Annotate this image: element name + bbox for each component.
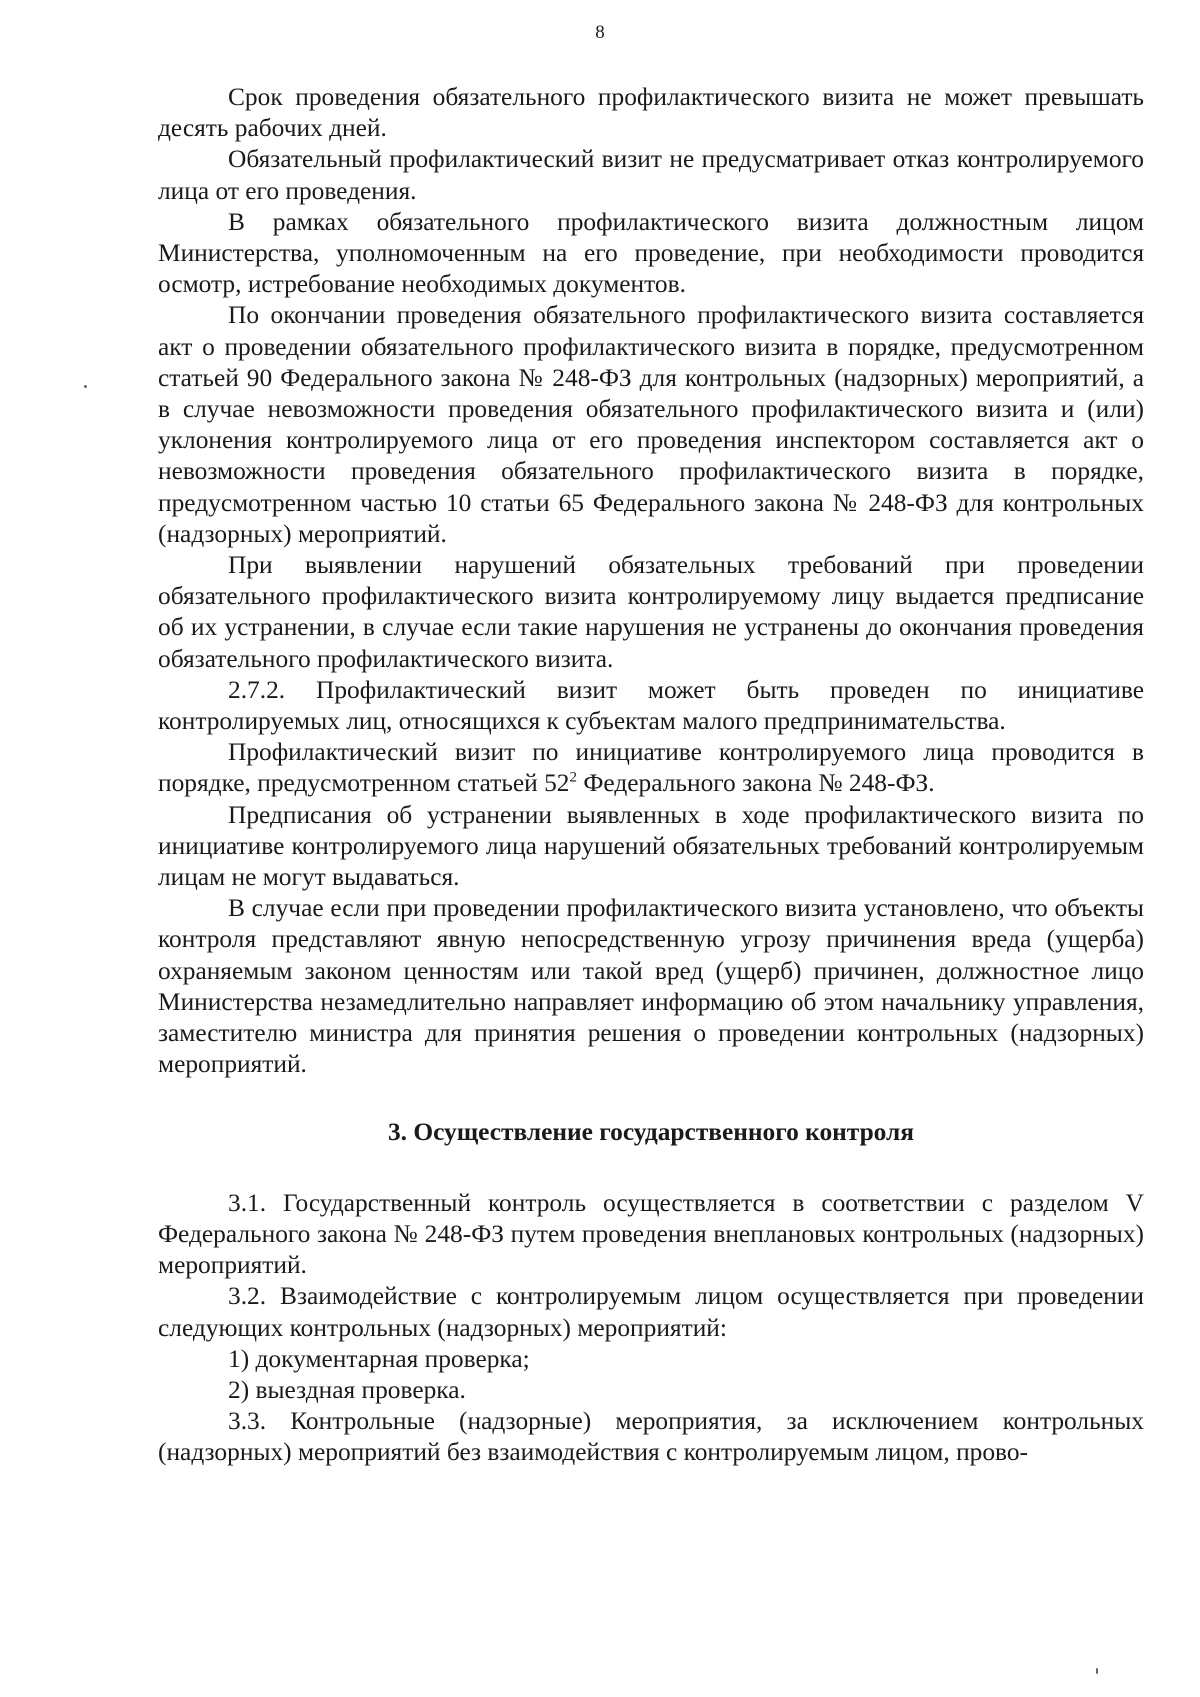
article-52-text-after: Федерального закона № 248-ФЗ. bbox=[577, 769, 935, 798]
paragraph-visit-act: По окончании проведения обязательного профилактического визита составляется акт о проведении обязательного профилактического визита в порядке, предусмотренном статьей 90 Федерального закона № 248-ФЗ для контрольных (надзорных) мероприятий, а в случае невозможности проведения обязательного профилактического визита и (или) уклонения контролируемого лица от его проведения инспектором составляется акт о невозможности проведения обязательного профилактического визита в порядке, предусмотренном частью 10 статьи 65 Федерального закона № 248-ФЗ для контрольных (надзорных) мероприятий. bbox=[158, 301, 1144, 548]
scan-speck bbox=[84, 385, 87, 388]
paragraph-3-1: 3.1. Государственный контроль осуществляется в соответствии с разделом V Федерального закона № 248-ФЗ путем проведения внеплановых контрольных (надзорных) мероприятий. bbox=[158, 1188, 1144, 1280]
list-item-documentary-check: 1) документарная проверка; bbox=[228, 1344, 530, 1373]
paragraph-visit-duration: Срок проведения обязательного профилактического визита не может превышать десять рабочих дней. bbox=[158, 83, 1144, 143]
paragraph-3-3: 3.3. Контрольные (надзорные) мероприятия, за исключением контрольных (надзорных) мероприятий без взаимодействия с контролируемым лицом, прово- bbox=[158, 1407, 1144, 1467]
paragraph-violations-order: При выявлении нарушений обязательных требований при проведении обязательного профилактического визита контролируемому лицу выдается предписание об их устранении, в случае если такие нарушения не устранены до окончания проведения обязательного профилактического визита. bbox=[158, 551, 1144, 673]
paragraph-article-52 bbox=[158, 737, 1144, 799]
paragraph-2-7-2: 2.7.2. Профилактический визит может быть проведен по инициативе контролируемых лиц, относящихся к субъектам малого предпринимательства. bbox=[158, 675, 1144, 736]
paragraph-orders-not-issued: Предписания об устранении выявленных в ходе профилактического визита по инициативе контролируемого лица нарушений обязательных требований контролируемым лицам не могут выдаваться. bbox=[158, 800, 1144, 892]
article-52-superscript: 2 bbox=[569, 770, 578, 786]
page-number: 8 bbox=[595, 22, 605, 43]
paragraph-3-2: 3.2. Взаимодействие с контролируемым лицом осуществляется при проведении следующих контрольных (надзорных) мероприятий: bbox=[158, 1282, 1144, 1342]
list-item-onsite-check: 2) выездная проверка. bbox=[228, 1375, 466, 1404]
scan-speck bbox=[1096, 1668, 1098, 1674]
paragraph-inspection-scope: В рамках обязательного профилактического визита должностным лицом Министерства, уполномоченным на его проведение, при необходимости проводится осмотр, истребование необходимых документов. bbox=[158, 207, 1144, 299]
paragraph-no-refusal: Обязательный профилактический визит не предусматривает отказ контролируемого лица от его проведения. bbox=[158, 145, 1144, 205]
paragraph-threat-procedure: В случае если при проведении профилактического визита установлено, что объекты контроля представляют явную непосредственную угрозу причинения вреда (ущерба) охраняемым законом ценностям или такой вред (ущерб) причинен, должностное лицо Министерства незамедлительно направляет информацию об этом начальнику управления, заместителю министра для принятия решения о проведении контрольных (надзорных) мероприятий. bbox=[158, 894, 1144, 1079]
article-52-text-before: Профилактический визит по инициативе контролируемого лица проводится в порядке, предусмотренном статьей 52 bbox=[158, 738, 1144, 798]
section-title: 3. Осуществление государственного контроля bbox=[387, 1117, 915, 1146]
document-body bbox=[158, 82, 1144, 1469]
